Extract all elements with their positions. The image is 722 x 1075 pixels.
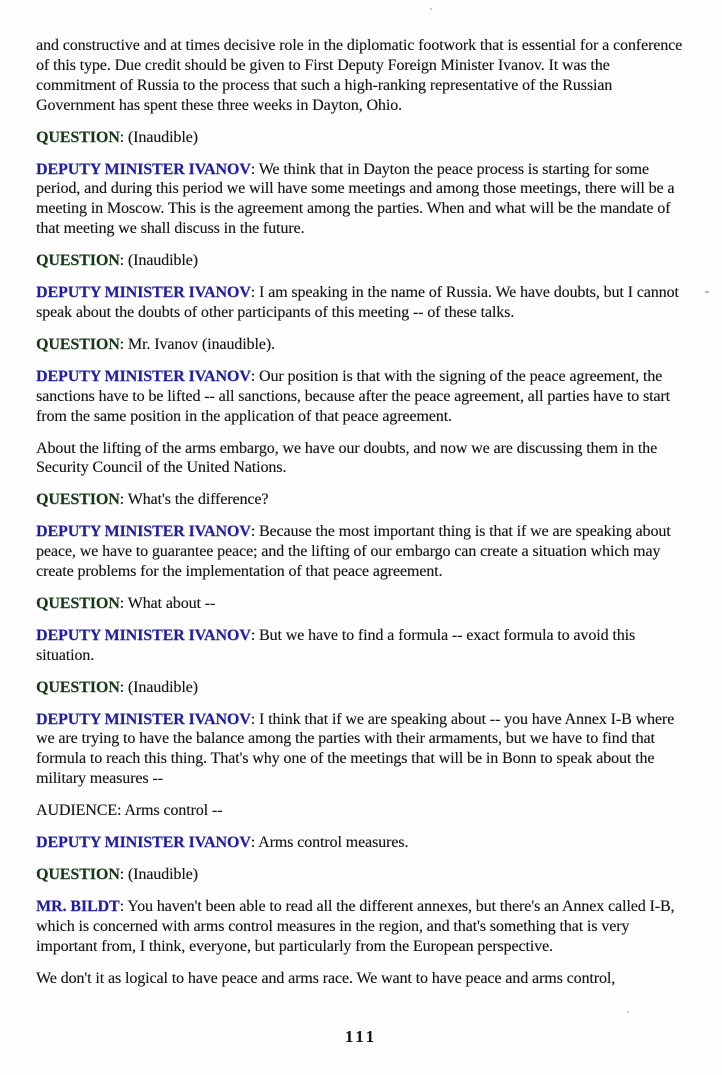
paragraph-text: Arms control -- xyxy=(124,802,223,820)
paragraph: DEPUTY MINISTER IVANOV: We think that in Dayton the peace process is starting for some period, and during this period we will have some meetings and among those meetings, there will be a meeting in Moscow. This is the agreement among the parties. When and what will be the mandate of that meeting we shall discuss in the future. xyxy=(36,160,675,238)
speaker-label: QUESTION xyxy=(36,252,120,270)
paragraph-text: What's the difference? xyxy=(127,491,269,509)
paragraph: DEPUTY MINISTER IVANOV: Our position is that with the signing of the peace agreement, the sanctions have to be lifted -- all sanctions, because after the peace agreement, all parties have to start from the same position in the application of that peace agreement. xyxy=(36,367,671,425)
paragraph: DEPUTY MINISTER IVANOV: Arms control measures. xyxy=(36,834,409,852)
speaker-label: AUDIENCE xyxy=(36,802,117,820)
speaker-label: QUESTION xyxy=(36,594,120,612)
speaker-label: DEPUTY MINISTER IVANOV xyxy=(36,626,251,644)
paragraph: QUESTION: Mr. Ivanov (inaudible). xyxy=(36,335,275,353)
paragraph-text: You haven't been able to read all the different annexes, but there's an Annex called I-B, which is concerned with arms control measures in the region, and that's something that is very important from, I think, everyone, but particularly from the European perspective. xyxy=(36,897,675,955)
paragraph: DEPUTY MINISTER IVANOV: But we have to find a formula -- exact formula to avoid this situation. xyxy=(36,626,636,664)
paragraph-text: (Inaudible) xyxy=(127,678,198,696)
paragraph: QUESTION: (Inaudible) xyxy=(36,678,198,696)
paragraph-text: I think that if we are speaking about -- you have Annex I-B where we are trying to have the balance among the parties with their armaments, but we have to find that formula to reach this thing. That's why one of the meetings that will be in Bonn to speak about the military measures -- xyxy=(36,710,675,788)
paragraph: DEPUTY MINISTER IVANOV: I think that if we are speaking about -- you have Annex I-B where we are trying to have the balance among the parties with their armaments, but we have to find that formula to reach this thing. That's why one of the meetings that will be in Bonn to speak about the military measures -- xyxy=(36,710,675,788)
speaker-label: MR. BILDT xyxy=(36,897,120,915)
speaker-label: QUESTION xyxy=(36,678,120,696)
paragraph-text: Arms control measures. xyxy=(258,834,409,852)
paragraph-text: What about -- xyxy=(127,594,216,612)
paragraph-text: About the lifting of the arms embargo, we have our doubts, and now we are discussing them in the Security Council of the United Nations. xyxy=(36,439,658,477)
paragraph-text: (Inaudible) xyxy=(127,128,198,146)
paragraph-text: (Inaudible) xyxy=(127,866,198,883)
paragraph: DEPUTY MINISTER IVANOV: I am speaking in the name of Russia. We have doubts, but I cannot speak about the doubts of other participants of this meeting -- of these talks. xyxy=(36,284,679,321)
paragraph: QUESTION: What about -- xyxy=(36,594,216,612)
paragraph: QUESTION: (Inaudible) xyxy=(36,866,198,883)
paragraph-text: Our position is that with the signing of the peace agreement, the sanctions have to be lifted -- all sanctions, because after the peace agreement, all parties have to start from the same position in the application of that peace agreement. xyxy=(36,367,671,425)
speaker-label: DEPUTY MINISTER IVANOV xyxy=(36,284,251,302)
scan-speck xyxy=(705,291,709,293)
speaker-label: QUESTION xyxy=(36,866,120,883)
paragraph-text: We think that in Dayton the peace process is starting for some period, and during this period we will have some meetings and among those meetings, there will be a meeting in Moscow. This is the agreement among the parties. When and what will be the mandate of that meeting we shall discuss in the future. xyxy=(36,160,675,238)
speaker-label: DEPUTY MINISTER IVANOV xyxy=(36,834,251,852)
speaker-label: QUESTION xyxy=(36,491,120,509)
paragraph-text: Because the most important thing is that if we are speaking about peace, we have to guarantee peace; and the lifting of our embargo can create a situation which may create problems for the implementation of that peace agreement. xyxy=(36,523,671,581)
speaker-label: QUESTION xyxy=(36,128,120,146)
paragraph: MR. BILDT: You haven't been able to read all the different annexes, but there's an Annex called I-B, which is concerned with arms control measures in the region, and that's something that is very important from, I think, everyone, but particularly from the European perspective. xyxy=(36,897,675,955)
paragraph-text: (Inaudible) xyxy=(127,252,198,270)
paragraph xyxy=(36,36,688,116)
speaker-label: DEPUTY MINISTER IVANOV xyxy=(36,710,251,728)
scan-speck xyxy=(430,8,432,10)
paragraph-text: Mr. Ivanov (inaudible). xyxy=(127,335,275,353)
paragraph-text: and constructive and at times decisive role in the diplomatic footwork that is essential for a conference of this type. Due credit should be given to First Deputy Foreign Minister Ivanov. It was the commitment of Russia to the process that such a high-ranking representative of the Russian Government has spent these three weeks in Dayton, Ohio. xyxy=(36,37,683,114)
paragraph: DEPUTY MINISTER IVANOV: Because the most important thing is that if we are speaking about peace, we have to guarantee peace; and the lifting of our embargo can create a situation which may create problems for the implementation of that peace agreement. xyxy=(36,523,671,581)
paragraph xyxy=(36,969,688,989)
scan-speck xyxy=(627,1011,629,1013)
speaker-label: DEPUTY MINISTER IVANOV xyxy=(36,523,251,541)
transcript xyxy=(36,36,688,1001)
page-number: 111 xyxy=(345,1027,377,1046)
paragraph: AUDIENCE: Arms control -- xyxy=(36,802,223,820)
paragraph-text: We don't it as logical to have peace and arms race. We want to have peace and arms control, xyxy=(36,969,616,987)
paragraph-text: I am speaking in the name of Russia. We have doubts, but I cannot speak about the doubts of other participants of this meeting -- of these talks. xyxy=(36,284,679,321)
paragraph: QUESTION: (Inaudible) xyxy=(36,252,198,270)
speaker-label: DEPUTY MINISTER IVANOV xyxy=(36,160,251,178)
paragraph: QUESTION: (Inaudible) xyxy=(36,128,198,146)
speaker-label: QUESTION xyxy=(36,335,120,353)
paragraph xyxy=(36,439,688,479)
paragraph-text: But we have to find a formula -- exact formula to avoid this situation. xyxy=(36,626,636,664)
speaker-label: DEPUTY MINISTER IVANOV xyxy=(36,367,251,385)
paragraph: QUESTION: What's the difference? xyxy=(36,491,269,509)
